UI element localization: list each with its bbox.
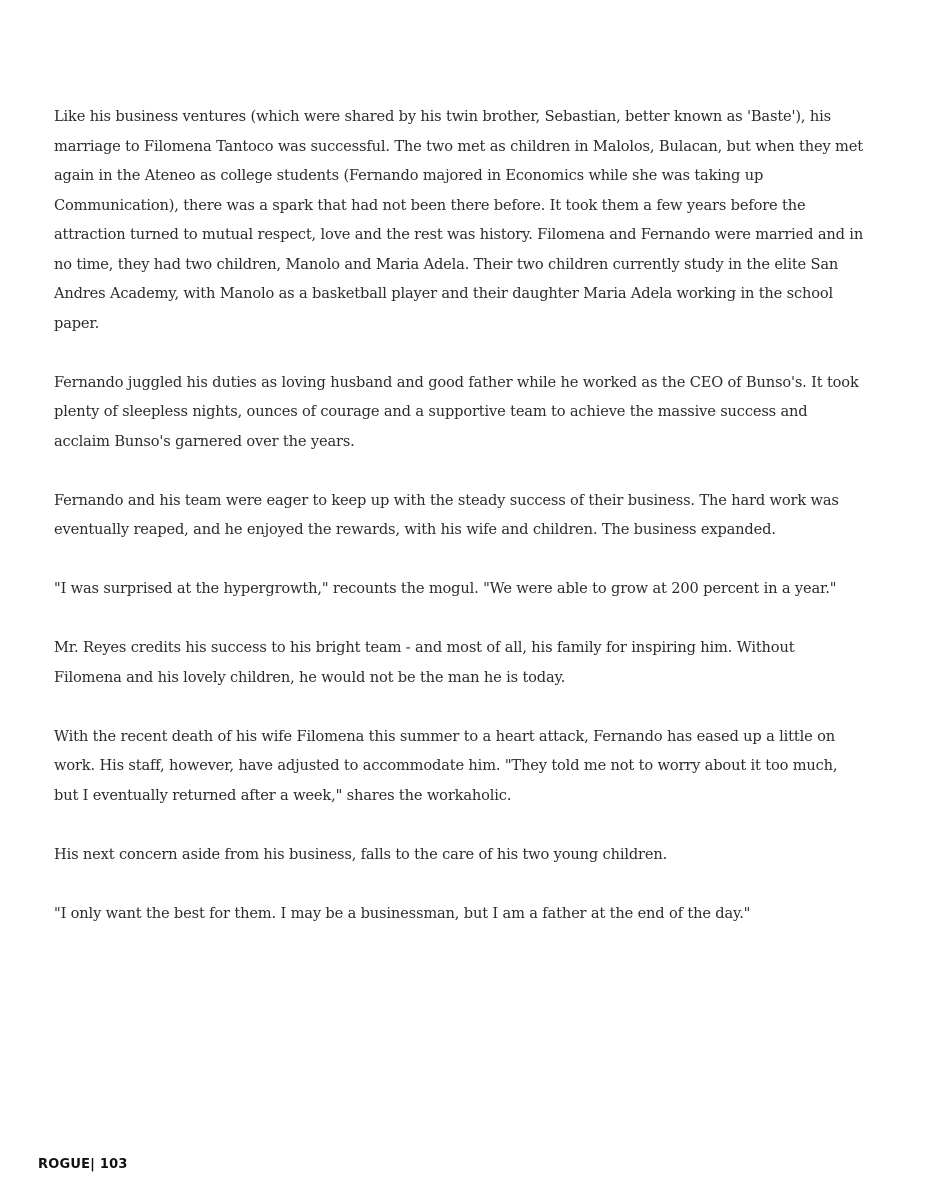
paragraph-credits-family: Mr. Reyes credits his success to his bright team - and most of all, his family for inspiring him. Without Filomena and his lovely children, he would not be the man he is today. (54, 639, 795, 686)
paragraph-ceo-duties: Fernando juggled his duties as loving husband and good father while he worked as the CEO of Bunso's. It took plenty of sleepless nights, ounces of courage and a supportive team to achieve the massive success and acclaim Bunso's garnered over the years. (54, 373, 859, 450)
paragraph-team-success: Fernando and his team were eager to keep up with the steady success of their business. The hard work was eventually reaped, and he enjoyed the rewards, with his wife and children. The business expanded. (54, 491, 839, 538)
paragraph-wife-death: With the recent death of his wife Filomena this summer to a heart attack, Fernando has eased up a little on work. His staff, however, have adjusted to accommodate him. "They told me not to worry about it too much, but I eventually returned after a week," shares the workaholic. (54, 727, 838, 804)
paragraph-marriage: Like his business ventures (which were shared by his twin brother, Sebastian, better known as 'Baste'), his marriage to Filomena Tantoco was successful. The two met as children in Malolos, Bulacan, but when they met again in the Ateneo as college students (Fernando majored in Economics while she was taking up Communication), there was a spark that had not been there before. It took them a few years before the attraction turned to mutual respect, love and the rest was history. Filomena and Fernando were married and in no time, they had two children, Manolo and Maria Adela. Their two children currently study in the elite San Andres Academy, with Manolo as a basketball player and their daughter Maria Adela working in the school paper. (54, 108, 864, 332)
page-footer-folio: ROGUE| 103 (38, 1157, 128, 1172)
paragraph-hypergrowth-quote: "I was surprised at the hypergrowth," recounts the mogul. "We were able to grow at 200 percent in a year." (54, 580, 837, 597)
paragraph-closing-quote: "I only want the best for them. I may be a businessman, but I am a father at the end of the day." (54, 904, 751, 922)
article-body (54, 102, 864, 958)
paragraph-next-concern: His next concern aside from his business, falls to the care of his two young children. (54, 845, 668, 863)
